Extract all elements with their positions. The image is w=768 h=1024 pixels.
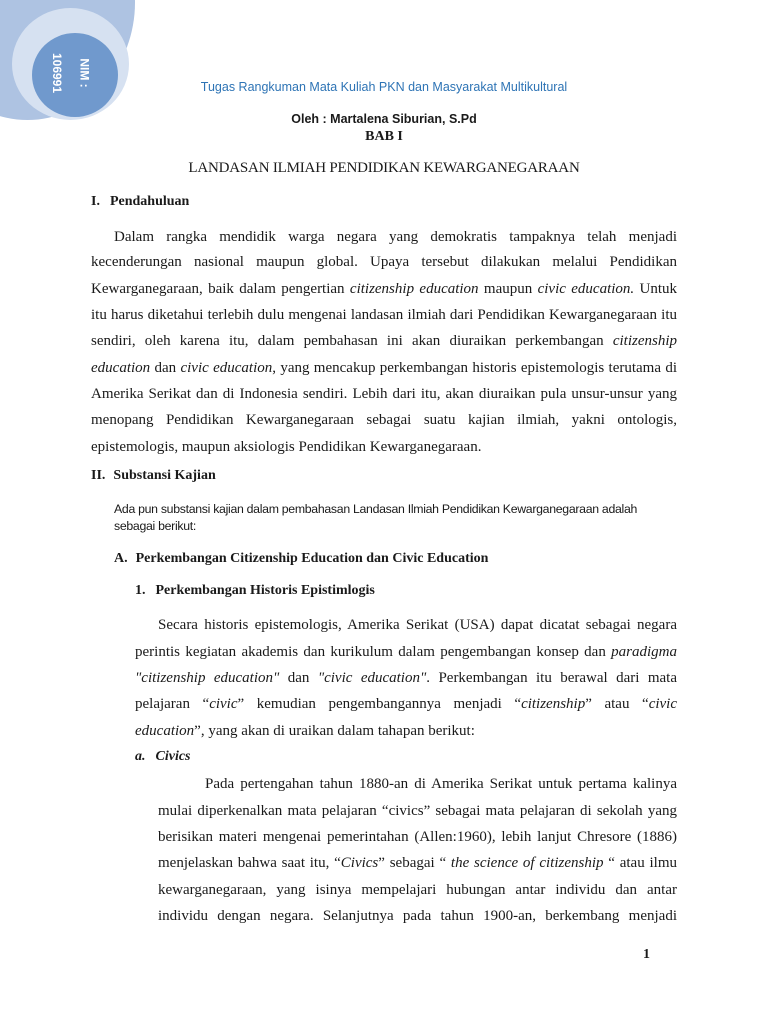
italic-term: citizenship (521, 696, 586, 712)
text-run: ” kemudian pengembangannya menjadi “ (237, 696, 522, 712)
document-title: LANDASAN ILMIAH PENDIDIKAN KEWARGANEGARAAN (188, 160, 580, 176)
italic-term: citizenship education (349, 281, 479, 297)
text-line (135, 695, 677, 713)
text-line (158, 907, 677, 925)
author: Oleh : Martalena Siburian, S.Pd (291, 112, 477, 126)
text-run: sendiri, oleh karena itu, dalam pembahasan ini akan diuraikan perkembangan (91, 333, 613, 349)
heading-civics (135, 749, 191, 765)
text-run: individu dengan negara. Selanjutnya pada tahun 1900-an, berkembang menjadi (158, 908, 677, 924)
text-line (158, 616, 677, 634)
heading-number: I. (91, 194, 100, 209)
text-line (158, 854, 677, 872)
italic-term: civic education (180, 360, 273, 376)
heading-section-a (114, 551, 488, 567)
text-line (91, 306, 677, 324)
text-run: Untuk (634, 281, 678, 297)
text-run: Pada pertengahan tahun 1880-an di Amerika Serikat untuk pertama kalinya (205, 776, 677, 792)
text-run: Dalam rangka mendidik warga negara yang demokratis tampaknya telah menjadi (114, 229, 677, 245)
text-line (135, 643, 677, 661)
text-run: menopang Pendidikan Kewarganegaraan sebagai suatu kajian ilmiah, yakni ontologis, (91, 412, 677, 428)
text-run: mulai diperkenalkan mata pelajaran “civics” sebagai mata pelajaran di sekolah yang (158, 803, 677, 819)
italic-term: civic (209, 696, 238, 712)
text-line (91, 385, 677, 403)
heading-number: a. (135, 749, 146, 764)
course-title: Tugas Rangkuman Mata Kuliah PKN dan Masyarakat Multikultural (200, 80, 568, 94)
text-run: pelajaran “ (135, 696, 210, 712)
text-run: kecenderungan nasional maupun global. Upaya tersebut dilakukan melalui Pendidikan (91, 254, 677, 270)
text-run: kewarganegaraan, yang isinya mempelajari hubungan antar individu dan antar (158, 882, 677, 898)
text-run: dan (150, 360, 181, 376)
italic-term: education (135, 723, 195, 739)
text-run: dan (279, 670, 318, 686)
text-run: Kewarganegaraan, baik dalam pengertian (91, 281, 350, 297)
text-run: “ atau ilmu (603, 855, 677, 871)
text-run: Secara historis epistemologis, Amerika Serikat (USA) dapat dicatat sebagai negara (158, 617, 677, 633)
text-line (135, 669, 677, 687)
text-run: . Perkembangan itu berawal dari mata (426, 670, 677, 686)
text-run: ” atau “ (585, 696, 649, 712)
text-line (91, 359, 677, 377)
text-line (91, 411, 677, 429)
heading-text: Perkembangan Citizenship Education dan Civic Education (135, 551, 489, 566)
heading-text: Pendahuluan (109, 194, 190, 209)
text-run: itu harus diketahui terlebih dulu mengenai landasan ilmiah dari Pendidikan Kewarganegaraan itu (91, 307, 677, 323)
page-number: 1 (643, 947, 650, 962)
italic-term: civic (648, 696, 677, 712)
text-run: maupun (478, 281, 538, 297)
text-run: epistemologis, maupun aksiologis Pendidikan Kewarganegaraan. (91, 439, 482, 455)
nim-value: 106991 (50, 52, 65, 94)
text-line (114, 228, 677, 246)
italic-term: "citizenship education" (135, 670, 280, 686)
text-line (91, 332, 677, 350)
heading-text: Perkembangan Historis Epistimlogis (155, 583, 375, 598)
italic-term: civic education. (537, 281, 635, 297)
heading-number: A. (114, 551, 128, 566)
heading-pendahuluan (91, 194, 189, 210)
text-line (158, 802, 677, 820)
text-line (91, 253, 677, 271)
substansi-intro-line: Ada pun substansi kajian dalam pembahasan Landasan Ilmiah Pendidikan Kewarganegaraan adalah (114, 502, 638, 516)
italic-term: citizenship (612, 333, 677, 349)
heading-number: 1. (135, 583, 146, 598)
chapter-label: BAB I (365, 129, 403, 144)
italic-term: Civics (340, 855, 379, 871)
heading-number: II. (91, 468, 106, 483)
heading-substansi-kajian (91, 468, 216, 484)
text-line (158, 828, 677, 846)
text-line (91, 280, 677, 298)
italic-term: paradigma (611, 644, 677, 660)
text-run: berisikan materi mengenai pemerintahan (Allen:1960), lebih lanjut Chresore (1886) (158, 829, 677, 845)
text-run: , yang mencakup perkembangan historis epistemologis terutama di (272, 360, 677, 376)
heading-text: Substansi Kajian (113, 468, 216, 483)
text-run: Amerika Serikat dan di Indonesia sendiri. Lebih dari itu, akan diuraikan pula unsur-unsur yang (91, 386, 677, 402)
text-run: ” sebagai “ (378, 855, 451, 871)
text-run: ”, yang akan di uraikan dalam tahapan berikut: (194, 723, 475, 739)
italic-term: education (91, 360, 151, 376)
text-line (135, 722, 475, 740)
heading-subsection-1 (135, 583, 375, 599)
italic-term: the science of citizenship (450, 855, 604, 871)
nim-label: NIM : (77, 58, 92, 88)
text-line (91, 438, 481, 456)
nim-badge (32, 33, 118, 117)
text-line (205, 775, 677, 793)
text-line (158, 881, 677, 899)
text-run: perintis kegiatan akademis dan kurikulum dalam pengembangan konsep dan (135, 644, 612, 660)
italic-term: "civic education" (317, 670, 427, 686)
heading-text: Civics (155, 749, 191, 764)
substansi-intro-line: sebagai berikut: (114, 519, 197, 533)
text-run: menjelaskan bahwa saat itu, “ (158, 855, 341, 871)
